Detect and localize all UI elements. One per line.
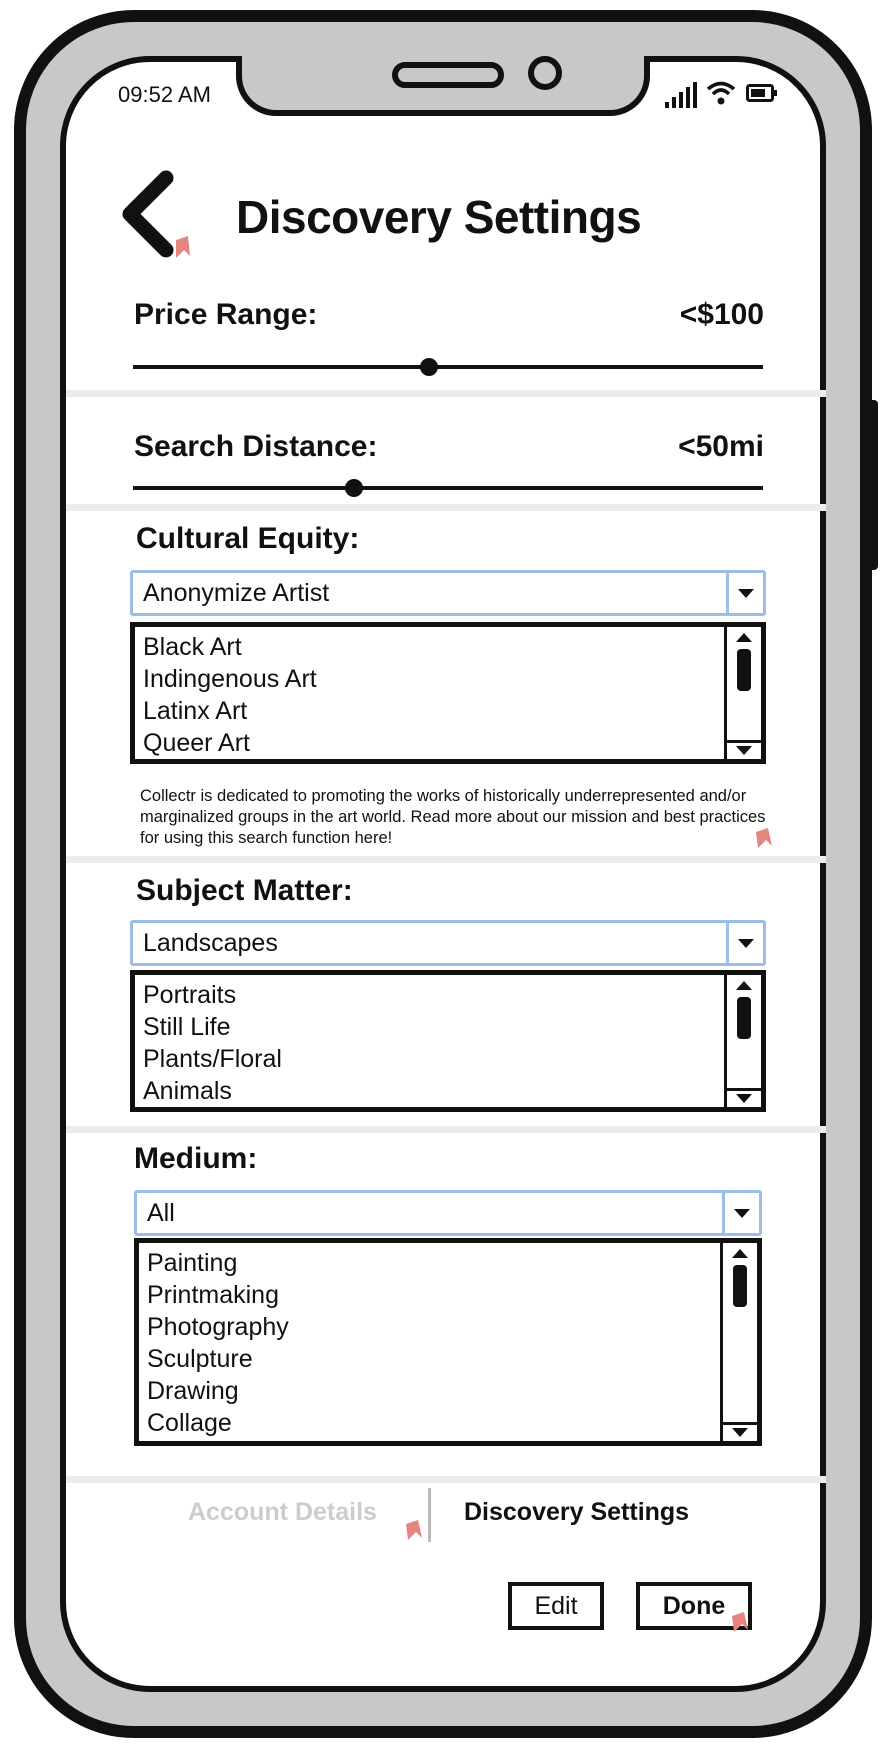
search-distance-slider[interactable] — [133, 486, 763, 490]
side-button-volume-up — [14, 360, 26, 490]
scroll-down-icon[interactable] — [736, 1094, 752, 1103]
battery-icon — [746, 84, 778, 102]
list-item[interactable]: Animals — [143, 1077, 232, 1105]
divider — [66, 1476, 826, 1483]
scrollbar-thumb[interactable] — [733, 1265, 747, 1307]
cultural-equity-list[interactable] — [130, 622, 766, 764]
status-time: 09:52 AM — [118, 82, 211, 107]
cultural-equity-dropdown[interactable] — [130, 570, 766, 616]
list-item[interactable]: Black Art — [143, 633, 242, 661]
scroll-up-icon[interactable] — [736, 633, 752, 642]
cultural-equity-label: Cultural Equity: — [136, 522, 360, 555]
search-distance-label: Search Distance: — [134, 430, 378, 463]
cultural-equity-selected: Anonymize Artist — [143, 579, 330, 607]
tab-divider — [428, 1488, 431, 1542]
link-arrow-icon[interactable] — [754, 826, 774, 848]
side-button-silent — [14, 232, 26, 304]
search-distance-slider-thumb[interactable] — [345, 479, 363, 497]
scrollbar[interactable] — [724, 627, 761, 759]
subject-matter-dropdown[interactable] — [130, 920, 766, 966]
list-item[interactable]: Portraits — [143, 981, 237, 1009]
list-item[interactable]: Collage — [147, 1409, 232, 1437]
scrollbar-thumb[interactable] — [737, 649, 751, 691]
link-arrow-icon[interactable] — [730, 1610, 750, 1632]
page-title: Discovery Settings — [236, 191, 642, 243]
medium-list[interactable] — [134, 1238, 762, 1446]
chevron-down-icon[interactable] — [722, 1193, 759, 1233]
price-range-slider[interactable] — [133, 365, 763, 369]
back-chevron-icon[interactable] — [118, 170, 192, 262]
list-item[interactable]: Printmaking — [147, 1281, 279, 1309]
cultural-equity-note: Collectr is dedicated to promoting the works of historically underrepresented and/or marginalized groups in the art world. Read more about our mission and best practices for using this search function here! — [140, 787, 766, 847]
list-item[interactable]: Indingenous Art — [143, 665, 317, 693]
divider — [66, 856, 826, 863]
list-item[interactable]: Plants/Floral — [143, 1045, 282, 1073]
price-range-value: <$100 — [679, 298, 764, 331]
chevron-down-icon[interactable] — [726, 573, 763, 613]
scrollbar[interactable] — [720, 1243, 757, 1441]
tab-account-details[interactable]: Account Details — [188, 1498, 377, 1526]
scroll-up-icon[interactable] — [732, 1249, 748, 1258]
scroll-down-icon[interactable] — [732, 1428, 748, 1437]
list-item[interactable]: Photography — [147, 1313, 289, 1341]
side-button-volume-down — [14, 512, 26, 642]
medium-selected: All — [147, 1199, 175, 1227]
subject-matter-selected: Landscapes — [143, 929, 278, 957]
divider — [66, 504, 826, 511]
price-range-label: Price Range: — [134, 298, 318, 331]
scroll-up-icon[interactable] — [736, 981, 752, 990]
subject-matter-label: Subject Matter: — [136, 874, 353, 907]
camera-icon — [528, 56, 562, 90]
list-item[interactable]: Latinx Art — [143, 697, 248, 725]
medium-label: Medium: — [134, 1142, 258, 1175]
wifi-icon — [706, 80, 736, 106]
tab-discovery-settings[interactable]: Discovery Settings — [464, 1498, 690, 1526]
list-item[interactable]: Queer Art — [143, 729, 250, 757]
list-item[interactable]: Still Life — [143, 1013, 231, 1041]
signal-icon — [664, 82, 698, 108]
scrollbar[interactable] — [724, 975, 761, 1107]
list-item[interactable]: Painting — [147, 1249, 238, 1277]
scrollbar-thumb[interactable] — [737, 997, 751, 1039]
list-item[interactable]: Drawing — [147, 1377, 239, 1405]
side-button-power — [866, 400, 878, 570]
divider — [66, 390, 826, 397]
divider — [66, 1126, 826, 1133]
done-button-label: Done — [662, 1592, 726, 1620]
chevron-down-icon[interactable] — [726, 923, 763, 963]
subject-matter-list[interactable] — [130, 970, 766, 1112]
price-range-slider-thumb[interactable] — [420, 358, 438, 376]
speaker-icon — [392, 62, 504, 88]
search-distance-value: <50mi — [678, 430, 764, 463]
scroll-down-icon[interactable] — [736, 746, 752, 755]
list-item[interactable]: Sculpture — [147, 1345, 253, 1373]
medium-dropdown[interactable] — [134, 1190, 762, 1236]
edit-button[interactable]: Edit — [508, 1582, 604, 1630]
link-arrow-icon[interactable] — [404, 1518, 424, 1540]
